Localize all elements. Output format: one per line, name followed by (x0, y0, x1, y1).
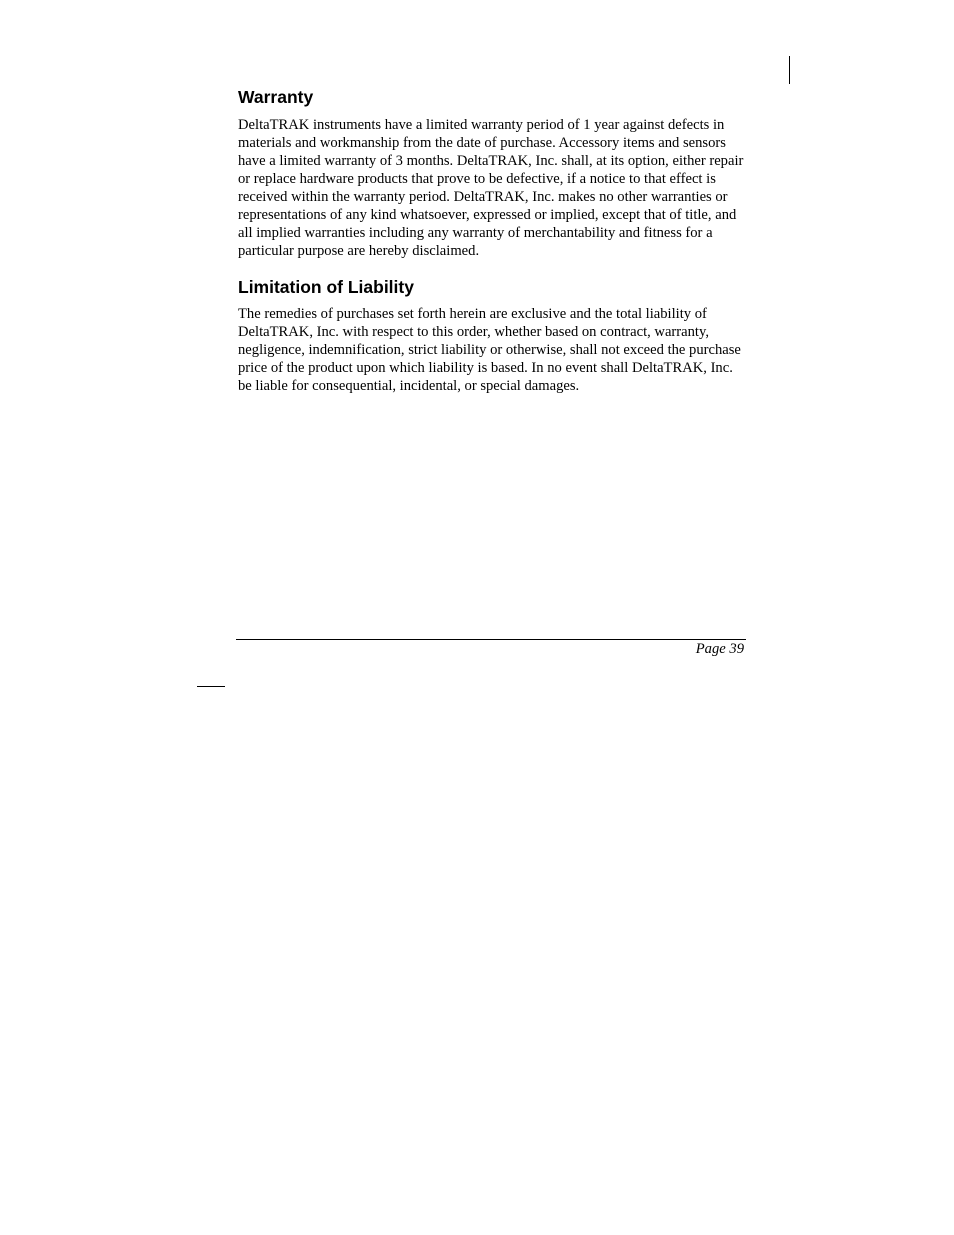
crop-mark-top-right (789, 56, 790, 84)
warranty-paragraph: DeltaTRAK instruments have a limited warranty period of 1 year against defects in materials and workmanship from the date of purchase. Accessory items and sensors have a limited warranty of 3 months. DeltaTRAK, Inc. shall, at its option, either repair or replace hardware products that prove to be defective, if a notice to that effect is received within the warranty period. DeltaTRAK, Inc. makes no other warranties or representations of any kind whatsoever, expressed or implied, except that of title, and all implied warranties including any warranty of merchantability and fitness for a particular purpose are hereby disclaimed. (238, 117, 744, 259)
limitation-of-liability-paragraph: The remedies of purchases set forth herein are exclusive and the total liability of DeltaTRAK, Inc. with respect to this order, whether based on contract, warranty, negligence, indemnification, strict liability or otherwise, shall not exceed the purchase price of the product upon which liability is based. In no event shall DeltaTRAK, Inc. be liable for consequential, incidental, or special damages. (238, 306, 741, 394)
page-number: Page 39 (695, 641, 744, 657)
limitation-of-liability-heading: Limitation of Liability (238, 277, 414, 297)
warranty-heading: Warranty (238, 87, 314, 107)
crop-mark-bottom-left (197, 686, 225, 687)
page-content (238, 86, 746, 395)
